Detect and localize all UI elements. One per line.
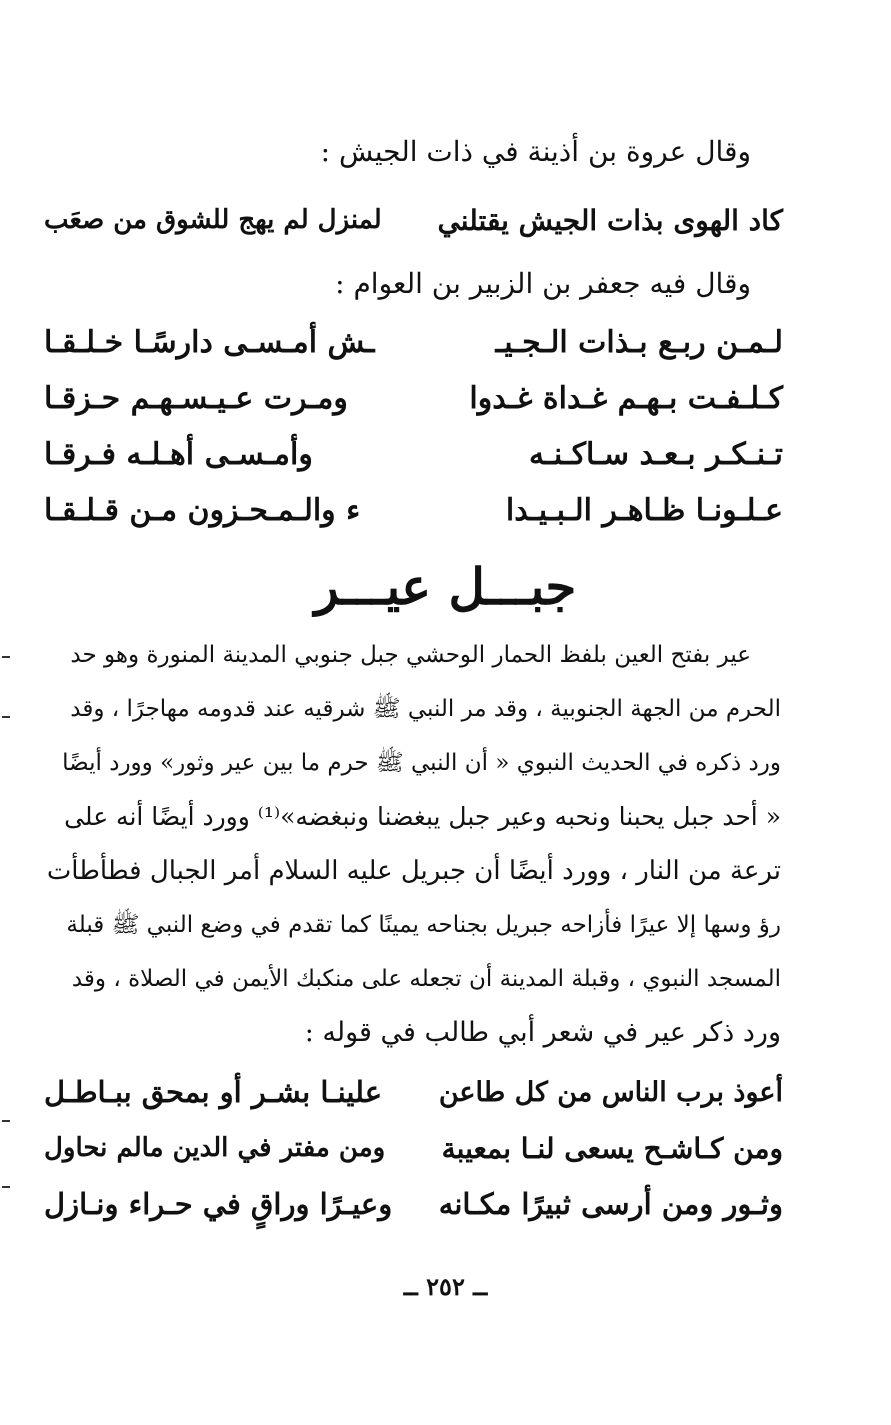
verse-first-hemistich: أعوذ برب الناس من كل طاعن xyxy=(438,1076,783,1108)
verse-second-hemistich: لمنزل لم يهج للشوق من صعَب xyxy=(44,205,382,235)
verse-line xyxy=(44,374,783,422)
paragraph-line: « أحد جبل يحبنا ونحبه وعير جبل يبغضنا ونبغضه»⁽¹⁾ وورد أيضًا أنه على xyxy=(64,802,781,831)
verse-line xyxy=(44,196,783,244)
paragraph-line: عير بفتح العين بلفظ الحمار الوحشي جبل جنوبي المدينة المنورة وهو حد xyxy=(70,642,751,668)
verse-first-hemistich: كاد الهوى بذات الجيش يقتلني xyxy=(437,203,783,237)
paragraph-line: ورد ذكر عير في شعر أبي طالب في قوله : xyxy=(304,1017,781,1048)
verse-second-hemistich: وعيـرًا وراقٍ في حـراء ونـازل xyxy=(44,1187,393,1221)
verse-first-hemistich: تـنـكـر بـعـد سـاكـنـه xyxy=(529,436,783,472)
verse-line xyxy=(44,318,783,366)
intro-line: وقال فيه جعفر بن الزبير بن العوام : xyxy=(335,267,751,300)
margin-mark xyxy=(2,1120,10,1122)
verse-line xyxy=(44,1180,783,1228)
paragraph-line: الحرم من الجهة الجنوبية ، وقد مر النبي ﷺ شرقيه عند قدومه مهاجرًا ، وقد xyxy=(70,696,781,722)
paragraph-line: ترعة من النار ، وورد أيضًا أن جبريل عليه السلام أمر الجبال فطأطأت xyxy=(46,856,781,886)
paragraph-line: المسجد النبوي ، وقبلة المدينة أن تجعله على منكبك الأيمن في الصلاة ، وقد xyxy=(71,966,781,992)
paragraph-line: ورد ذكره في الحديث النبوي « أن النبي ﷺ حرم ما بين عير وثور» وورد أيضًا xyxy=(62,750,781,776)
verse-first-hemistich: ومن كـاشـح يسعى لنـا بمعيبة xyxy=(441,1131,783,1165)
margin-mark xyxy=(2,1186,10,1188)
verse-second-hemistich: ومن مفتر في الدين مالم نحاول xyxy=(44,1133,386,1163)
verse-line xyxy=(44,1068,783,1116)
page-number: ــ ٢٥٢ ــ xyxy=(403,1272,488,1301)
verse-line xyxy=(44,1124,783,1172)
verse-first-hemistich: وثـور ومن أرسى ثبيرًا مكـانه xyxy=(438,1187,783,1221)
verse-first-hemistich: لـمـن ربـع بـذات الـجـيـ xyxy=(495,324,783,360)
paragraph-line: رؤ وسها إلا عيرًا فأزاحه جبريل بجناحه يمينًا كما تقدم في وضع النبي ﷺ قبلة xyxy=(66,912,781,938)
verse-second-hemistich: ومـرت عـيـسـهـم حـزقـا xyxy=(44,380,348,416)
margin-mark xyxy=(2,716,10,718)
verse-line xyxy=(44,486,783,534)
intro-line: وقال عروة بن أذينة في ذات الجيش : xyxy=(320,135,751,168)
verse-second-hemistich: ء والـمـحـزون مـن قـلـقـا xyxy=(44,492,361,528)
margin-mark xyxy=(2,656,10,658)
verse-second-hemistich: وأمـسـى أهـلـه فـرقـا xyxy=(44,436,313,472)
verse-second-hemistich: علينـا بشـر أو بمحق ببـاطـل xyxy=(44,1075,383,1109)
verse-second-hemistich: ـش أمـسـى دارسًـا خـلـقـا xyxy=(44,324,375,360)
section-title: جبـــل عيـــر xyxy=(314,557,577,616)
verse-first-hemistich: عـلـونـا ظـاهـر الـبـيـدا xyxy=(505,492,783,528)
verse-first-hemistich: كـلـفـت بـهـم غـداة غـدوا xyxy=(469,380,783,416)
verse-line xyxy=(44,430,783,478)
